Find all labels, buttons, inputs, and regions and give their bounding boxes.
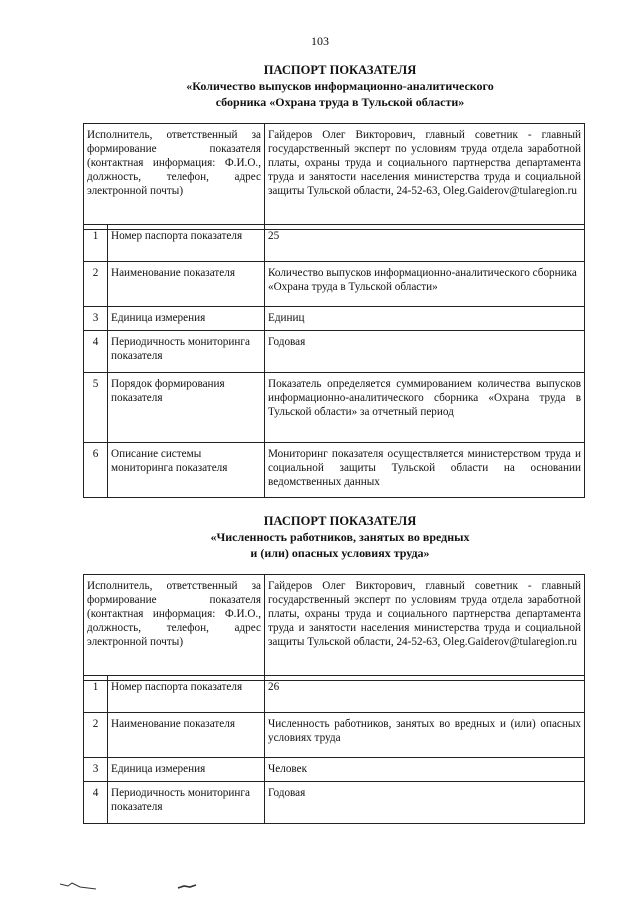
row-number: 6 [84,443,108,498]
executor-row [84,575,585,681]
row-number: 4 [84,331,108,373]
passport-1-table [83,123,585,230]
row-number: 5 [84,373,108,443]
passport-2-subtitle-line2: и (или) опасных условиях труда» [250,546,430,560]
row-value: 25 [265,225,585,262]
row-number: 1 [84,676,108,713]
row-label: Описание системы мониторинга показателя [108,443,265,498]
row-value: Годовая [265,331,585,373]
passport-1-title: ПАСПОРТ ПОКАЗАТЕЛЯ [263,63,417,77]
row-value: Человек [265,758,585,782]
executor-label: Исполнитель, ответственный за формирование показателя (контактная информация: Ф.И.О., должность, телефон, адрес электронной почты) [84,575,265,681]
row-number: 1 [84,225,108,262]
row-number: 3 [84,758,108,782]
row-label: Наименование показателя [108,713,265,758]
executor-label: Исполнитель, ответственный за формирование показателя (контактная информация: Ф.И.О., должность, телефон, адрес электронной почты) [84,124,265,230]
table-row [84,225,585,262]
executor-value: Гайдеров Олег Викторович, главный советник - главный государственный эксперт по условиям труда отдела заработной платы, охраны труда и социального партнерства департамента труда и занятости населения министерства труда и социальной защиты Тульской области, 24-52-63, Oleg.Gaiderov@tularegion.ru [265,575,585,681]
executor-row [84,124,585,230]
passport-2-table [83,574,585,681]
row-value: Показатель определяется суммированием количества выпусков информационно-аналитического сборника «Охрана труда в Тульской области» за отчетный период [265,373,585,443]
passport-2-subtitle-line1: «Численность работников, занятых во вредных [210,530,470,544]
row-value: Единиц [265,307,585,331]
passport-1-heading [60,62,620,110]
passport-2-title: ПАСПОРТ ПОКАЗАТЕЛЯ [263,514,417,528]
table-row [84,676,585,713]
scan-mark-right [176,882,200,892]
row-value: Численность работников, занятых во вредных и (или) опасных условиях труда [265,713,585,758]
passport-2-heading [60,513,620,561]
page-number: 103 [311,34,329,48]
scan-mark-left [58,880,98,892]
passport-1-rows-table [83,224,585,498]
row-number: 2 [84,262,108,307]
row-number: 3 [84,307,108,331]
row-number: 2 [84,713,108,758]
executor-value: Гайдеров Олег Викторович, главный советник - главный государственный эксперт по условиям труда отдела заработной платы, охраны труда и социального партнерства департамента труда и занятости населения министерства труда и социальной защиты Тульской области, 24-52-63, Oleg.Gaiderov@tularegion.ru [265,124,585,230]
row-label: Наименование показателя [108,262,265,307]
row-value: Годовая [265,782,585,824]
row-label: Периодичность мониторинга показателя [108,331,265,373]
table-row [84,713,585,758]
row-label: Периодичность мониторинга показателя [108,782,265,824]
table-row [84,758,585,782]
passport-1-subtitle-line1: «Количество выпусков информационно-аналитического [186,79,494,93]
row-label: Номер паспорта показателя [108,225,265,262]
passport-2-rows-table [83,675,585,824]
table-row [84,262,585,307]
table-row [84,373,585,443]
row-label: Единица измерения [108,307,265,331]
table-row [84,307,585,331]
row-label: Порядок формирования показателя [108,373,265,443]
table-row [84,331,585,373]
row-label: Единица измерения [108,758,265,782]
row-value: Мониторинг показателя осуществляется министерством труда и социальной защиты Тульской области на основании ведомственных данных [265,443,585,498]
row-value: 26 [265,676,585,713]
table-row [84,782,585,824]
passport-1-subtitle-line2: сборника «Охрана труда в Тульской области» [215,95,465,109]
row-label: Номер паспорта показателя [108,676,265,713]
row-value: Количество выпусков информационно-аналитического сборника «Охрана труда в Тульской области» [265,262,585,307]
row-number: 4 [84,782,108,824]
table-row [84,443,585,498]
